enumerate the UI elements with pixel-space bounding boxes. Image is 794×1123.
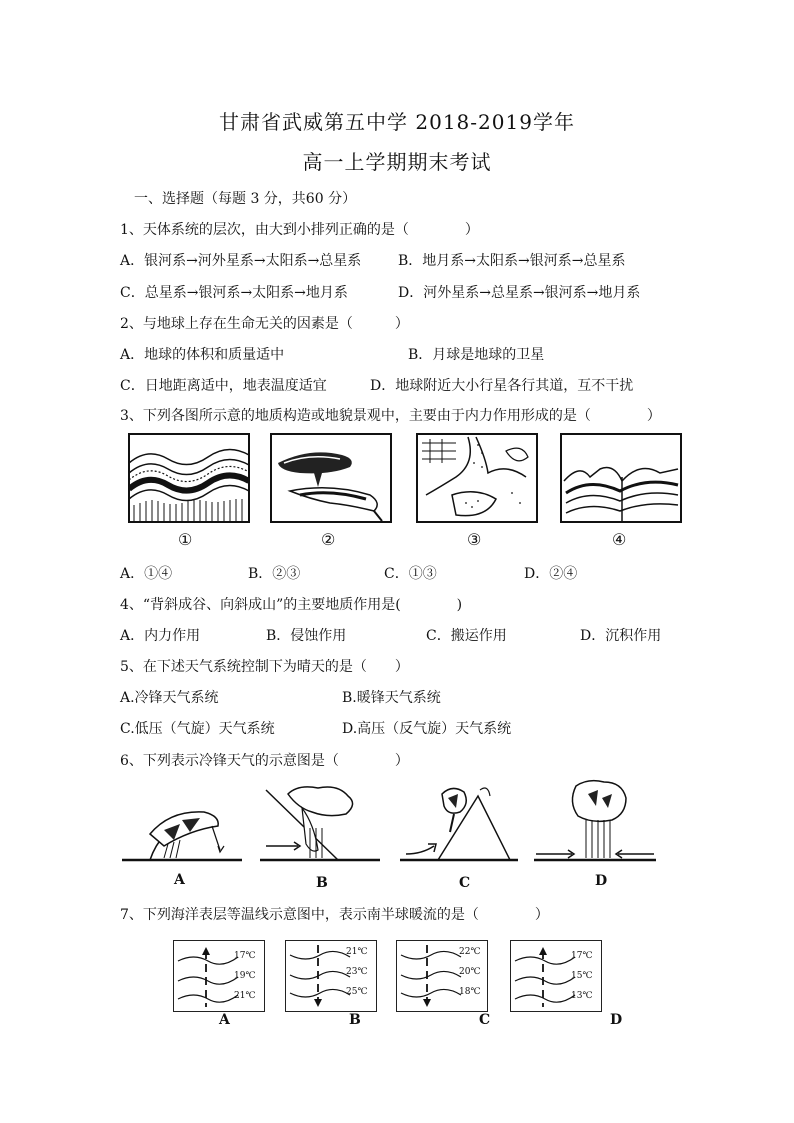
q2-option-b: B．月球是地球的卫星 [408, 347, 545, 363]
q6-figure-a [120, 790, 244, 870]
q7-figure-label-b: B [349, 1012, 361, 1028]
q7-d-temp-2: 15℃ [571, 971, 593, 981]
q7-figure-label-d: D [610, 1012, 623, 1028]
q5-option-d: D.高压（反气旋）天气系统 [342, 721, 512, 737]
q2-option-a: A．地球的体积和质量适中 [120, 347, 285, 363]
q1-option-b: B．地月系→太阳系→银河系→总星系 [398, 253, 626, 269]
q4-option-b: B．侵蚀作用 [266, 628, 347, 644]
q3-option-a: A．①④ [120, 566, 173, 582]
q3-figure-4 [560, 433, 682, 523]
q7-figure-c [396, 940, 488, 1012]
q7-b-temp-3: 25℃ [346, 987, 368, 997]
q3-figure-label-3: ③ [467, 530, 482, 549]
q3-option-b: B．②③ [248, 566, 301, 582]
q7-stem: 7、下列海洋表层等温线示意图中，表示南半球暖流的是（ ） [120, 907, 549, 923]
q6-figure-b [258, 784, 382, 870]
q7-b-temp-1: 21℃ [346, 947, 368, 957]
q3-figure-3 [416, 433, 538, 523]
q3-figure-label-1: ① [178, 530, 193, 549]
q3-option-c: C．①③ [384, 566, 437, 582]
q7-figure-b [285, 940, 377, 1012]
q6-figure-label-a: A [174, 872, 185, 888]
q7-a-temp-1: 17℃ [234, 951, 256, 961]
q6-stem: 6、下列表示冷锋天气的示意图是（ ） [120, 753, 409, 769]
q3-stem: 3、下列各图所示意的地质构造或地貌景观中，主要由于内力作用形成的是（ ） [120, 408, 661, 424]
q5-option-b: B.暖锋天气系统 [342, 690, 441, 706]
q7-a-temp-2: 19℃ [234, 971, 256, 981]
q4-stem: 4、“背斜成谷、向斜成山”的主要地质作用是( ) [120, 597, 463, 613]
q3-figure-1 [128, 433, 250, 523]
q5-option-c: C.低压（气旋）天气系统 [120, 721, 275, 737]
q2-stem: 2、与地球上存在生命无关的因素是（ ） [120, 316, 409, 332]
q6-figure-d [532, 776, 658, 870]
q3-option-d: D．②④ [524, 566, 578, 582]
q5-stem: 5、在下述天气系统控制下为晴天的是（ ） [120, 659, 409, 675]
q2-option-d: D．地球附近大小行星各行其道，互不干扰 [370, 378, 634, 394]
exam-title: 甘肃省武威第五中学 2018-2019学年 [219, 110, 575, 134]
q7-figure-label-c: C [479, 1012, 491, 1028]
q7-c-temp-3: 18℃ [459, 987, 481, 997]
q7-a-temp-3: 21℃ [234, 991, 256, 1001]
q3-figure-label-4: ④ [612, 530, 627, 549]
q1-option-c: C．总星系→银河系→太阳系→地月系 [120, 285, 348, 301]
q7-figure-d [510, 940, 602, 1012]
q1-option-a: A．银河系→河外星系→太阳系→总星系 [120, 253, 362, 269]
q7-c-temp-2: 20℃ [459, 967, 481, 977]
q7-d-temp-1: 17℃ [571, 951, 593, 961]
q7-d-temp-3: 13℃ [571, 991, 593, 1001]
q5-option-a: A.冷锋天气系统 [120, 690, 219, 706]
q6-figure-label-d: D [595, 873, 608, 889]
q7-figure-label-a: A [219, 1012, 230, 1028]
q3-figure-label-2: ② [321, 530, 336, 549]
q7-c-temp-1: 22℃ [459, 947, 481, 957]
q3-figure-2 [270, 433, 392, 523]
q7-b-temp-2: 23℃ [346, 967, 368, 977]
exam-subtitle: 高一上学期期末考试 [302, 150, 492, 174]
q6-figure-c [398, 780, 522, 870]
q1-stem: 1、天体系统的层次，由大到小排列正确的是（ ） [120, 222, 479, 238]
q4-option-c: C．搬运作用 [426, 628, 507, 644]
q4-option-d: D．沉积作用 [580, 628, 662, 644]
q1-option-d: D．河外星系→总星系→银河系→地月系 [398, 285, 641, 301]
q7-figure-a [173, 940, 265, 1012]
q6-figure-label-b: B [316, 875, 328, 891]
q4-option-a: A．内力作用 [120, 628, 201, 644]
q2-option-c: C．日地距离适中，地表温度适宜 [120, 378, 327, 394]
section-heading: 一、选择题（每题 3 分，共60 分） [134, 191, 357, 207]
q6-figure-label-c: C [459, 875, 471, 891]
